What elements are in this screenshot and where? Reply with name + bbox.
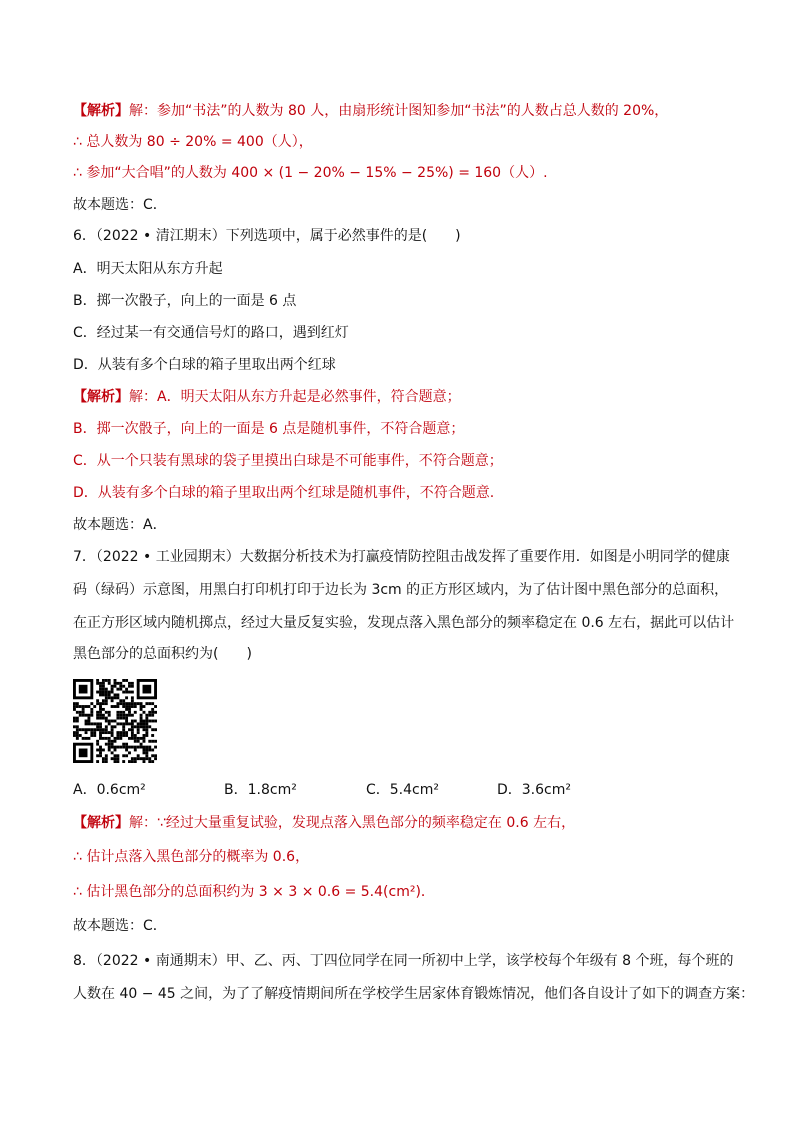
- analysis-line: ∴ 估计点落入黑色部分的概率为 0.6，: [73, 849, 310, 865]
- analysis-text: 解：参加“书法”的人数为 80 人，由扇形统计图知参加“书法”的人数占总人数的 20%，: [129, 103, 669, 119]
- analysis-line: ∴ 总人数为 80 ÷ 20% = 400（人），: [73, 134, 313, 150]
- analysis-line: [73, 101, 733, 121]
- option-b: B．1.8cm²: [224, 782, 297, 798]
- answer-line: 故本题选：C．: [73, 918, 167, 934]
- option-c: C．5.4cm²: [366, 782, 439, 798]
- question-stem: 人数在 40 − 45 之间，为了了解疫情期间所在学校学生居家体育锻炼情况，他们各自设计了如下的调查方案：: [73, 986, 755, 1002]
- option-c: C．经过某一有交通信号灯的路口，遇到红灯: [73, 325, 349, 341]
- analysis-text: 解：A．明天太阳从东方升起是必然事件，符合题意；: [129, 389, 461, 405]
- option-b: B．掷一次骰子，向上的一面是 6 点: [73, 293, 297, 309]
- analysis-tag: 【解析】: [73, 389, 129, 405]
- question-stem: 6．（2022 • 清江期末）下列选项中，属于必然事件的是( ): [73, 228, 461, 244]
- analysis-line: ∴ 参加“大合唱”的人数为 400 × (1 − 20% − 15% − 25%) = 160（人）.: [73, 165, 548, 181]
- analysis-line: D．从装有多个白球的箱子里取出两个红球是随机事件，不符合题意.: [73, 485, 495, 501]
- analysis-line: [73, 813, 733, 833]
- question-stem: 7．（2022 • 工业园期末）大数据分析技术为打赢疫情防控阻击战发挥了重要作用．如图是小明同学的健康: [73, 549, 730, 565]
- option-a: A．明天太阳从东方升起: [73, 261, 223, 277]
- analysis-line: [73, 387, 733, 407]
- qr-code-image: [73, 679, 157, 763]
- analysis-text: 解：∵经过大量重复试验，发现点落入黑色部分的频率稳定在 0.6 左右，: [129, 815, 576, 831]
- answer-line: 故本题选：A．: [73, 517, 167, 533]
- option-a: A．0.6cm²: [73, 782, 146, 798]
- analysis-line: C．从一个只装有黑球的袋子里摸出白球是不可能事件，不符合题意；: [73, 453, 503, 469]
- question-stem: 8．（2022 • 南通期末）甲、乙、丙、丁四位同学在同一所初中上学，该学校每个年级有 8 个班，每个班的: [73, 953, 734, 969]
- answer-line: 故本题选：C．: [73, 197, 167, 213]
- question-stem: 码（绿码）示意图，用黑白打印机打印于边长为 3cm 的正方形区域内，为了估计图中黑色部分的总面积，: [73, 582, 729, 598]
- question-stem: 黑色部分的总面积约为( ): [73, 646, 252, 662]
- analysis-line: B．掷一次骰子，向上的一面是 6 点是随机事件，不符合题意；: [73, 421, 465, 437]
- analysis-tag: 【解析】: [73, 103, 129, 119]
- analysis-line: ∴ 估计黑色部分的总面积约为 3 × 3 × 0.6 = 5.4(cm²)．: [73, 884, 435, 900]
- analysis-tag: 【解析】: [73, 815, 129, 831]
- question-stem: 在正方形区域内随机掷点，经过大量反复实验，发现点落入黑色部分的频率稳定在 0.6 左右，据此可以估计: [73, 615, 735, 631]
- option-d: D．从装有多个白球的箱子里取出两个红球: [73, 357, 336, 373]
- option-d: D．3.6cm²: [497, 782, 571, 798]
